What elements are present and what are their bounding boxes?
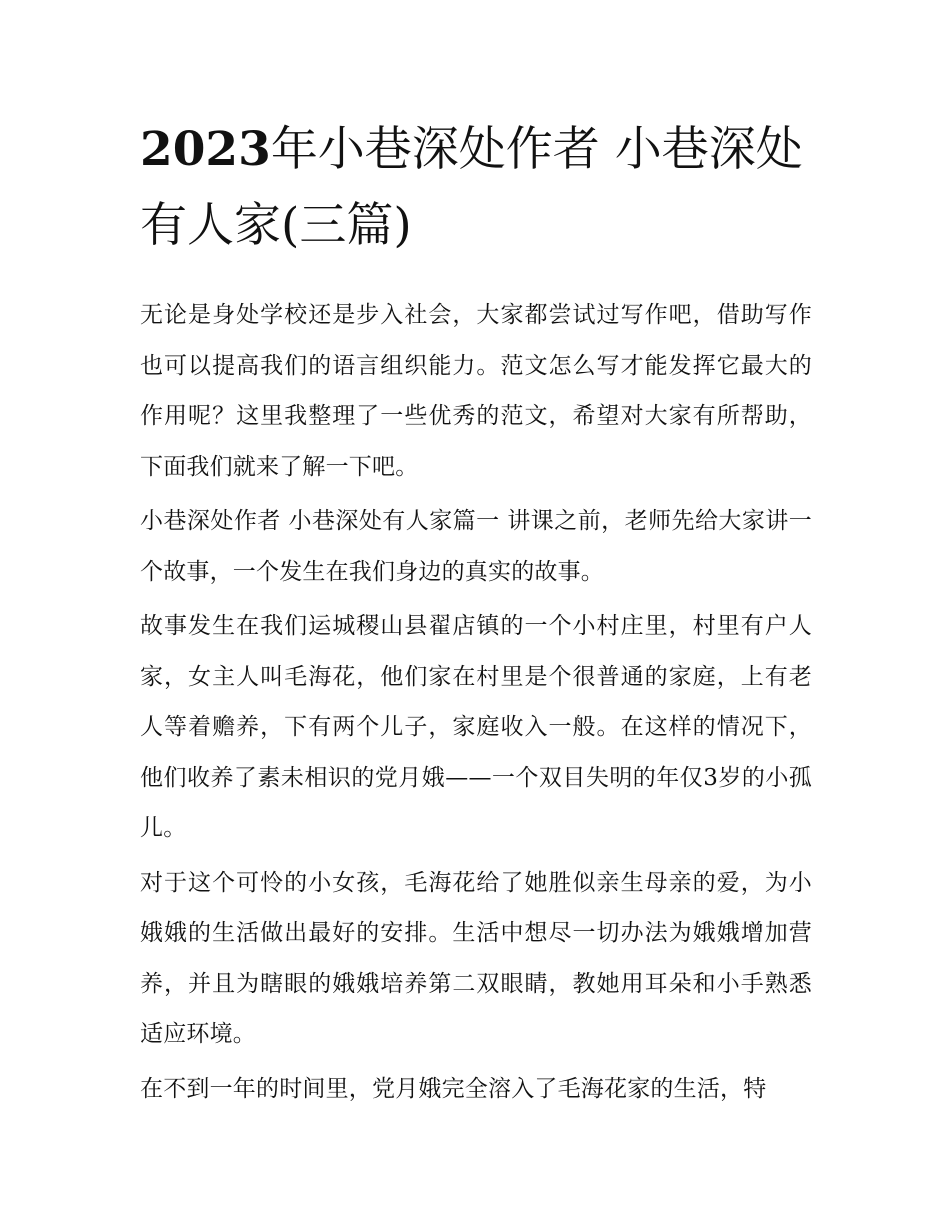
paragraph-care: 对于这个可怜的小女孩，毛海花给了她胜似亲生母亲的爱，为小娥娥的生活做出最好的安排。生活中想尽一切办法为娥娥增加营养，并且为瞎眼的娥娥培养第二双眼睛，教她用耳朵和小手熟悉适应环境。 bbox=[140, 869, 812, 1047]
paragraph-section-one: 小巷深处作者 小巷深处有人家篇一 讲课之前，老师先给大家讲一个故事，一个发生在我们身边的真实的故事。 bbox=[140, 508, 812, 585]
document-title bbox=[140, 112, 812, 264]
paragraph-continued: 在不到一年的时间里，党月娥完全溶入了毛海花家的生活，特 bbox=[140, 1075, 767, 1102]
title-text: 年小巷深处作者 小巷深处有人家(三篇) bbox=[140, 122, 803, 253]
document-page bbox=[140, 112, 812, 1118]
document-body bbox=[140, 290, 812, 1114]
paragraph-intro: 无论是身处学校还是步入社会，大家都尝试过写作吧，借助写作也可以提高我们的语言组织能力。范文怎么写才能发挥它最大的作用呢？这里我整理了一些优秀的范文，希望对大家有所帮助，下面我们就来了解一下吧。 bbox=[140, 302, 812, 480]
paragraph-story: 故事发生在我们运城稷山县翟店镇的一个小村庄里，村里有户人家，女主人叫毛海花，他们家在村里是个很普通的家庭，上有老人等着赡养，下有两个儿子，家庭收入一般。在这样的情况下，他们收养了素未相识的党月娥——一个双目失明的年仅3岁的小孤儿。 bbox=[140, 613, 812, 841]
title-year: 2023 bbox=[140, 122, 271, 177]
